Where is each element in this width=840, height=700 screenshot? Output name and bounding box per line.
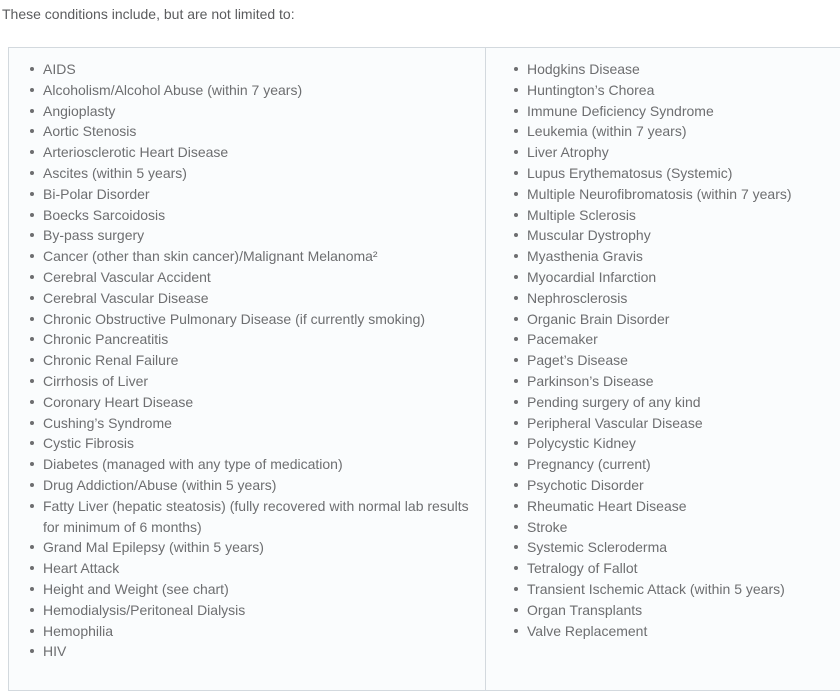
list-item: Leukemia (within 7 years) [527, 121, 831, 142]
list-item: Hodgkins Disease [527, 59, 831, 80]
list-item: Rheumatic Heart Disease [527, 496, 831, 517]
list-item: Coronary Heart Disease [43, 392, 471, 413]
list-item: Parkinson’s Disease [527, 371, 831, 392]
list-item: Huntington’s Chorea [527, 80, 831, 101]
list-item: Paget’s Disease [527, 350, 831, 371]
list-item: Lupus Erythematosus (Systemic) [527, 163, 831, 184]
list-item: Cirrhosis of Liver [43, 371, 471, 392]
list-item: Pending surgery of any kind [527, 392, 831, 413]
list-item: Immune Deficiency Syndrome [527, 101, 831, 122]
list-item: Peripheral Vascular Disease [527, 413, 831, 434]
list-item: AIDS [43, 59, 471, 80]
list-item: Chronic Obstructive Pulmonary Disease (if currently smoking) [43, 309, 471, 330]
list-item: Organ Transplants [527, 600, 831, 621]
list-item: Systemic Scleroderma [527, 537, 831, 558]
list-item: Tetralogy of Fallot [527, 558, 831, 579]
list-item: Boecks Sarcoidosis [43, 205, 471, 226]
list-item: Muscular Dystrophy [527, 225, 831, 246]
list-item: Stroke [527, 517, 831, 538]
conditions-column-right [486, 48, 840, 690]
conditions-list-right [486, 48, 840, 651]
list-item: Angioplasty [43, 101, 471, 122]
list-item: Organic Brain Disorder [527, 309, 831, 330]
list-item: Alcoholism/Alcohol Abuse (within 7 years) [43, 80, 471, 101]
list-item: Valve Replacement [527, 621, 831, 642]
list-item: Myocardial Infarction [527, 267, 831, 288]
list-item: Ascites (within 5 years) [43, 163, 471, 184]
intro-text: These conditions include, but are not limited to: [2, 6, 295, 22]
list-item: Chronic Pancreatitis [43, 329, 471, 350]
list-item: Multiple Neurofibromatosis (within 7 years) [527, 184, 831, 205]
list-item: Heart Attack [43, 558, 471, 579]
list-item: Cushing’s Syndrome [43, 413, 471, 434]
list-item: Pacemaker [527, 329, 831, 350]
list-item: Pregnancy (current) [527, 454, 831, 475]
list-item: Arteriosclerotic Heart Disease [43, 142, 471, 163]
list-item: Myasthenia Gravis [527, 246, 831, 267]
list-item: Cystic Fibrosis [43, 433, 471, 454]
list-item: Drug Addiction/Abuse (within 5 years) [43, 475, 471, 496]
conditions-column-left [9, 48, 486, 690]
list-item: Psychotic Disorder [527, 475, 831, 496]
list-item: Hemophilia [43, 621, 471, 642]
list-item: Multiple Sclerosis [527, 205, 831, 226]
list-item: Transient Ischemic Attack (within 5 years) [527, 579, 831, 600]
list-item: Grand Mal Epilepsy (within 5 years) [43, 537, 471, 558]
list-item: Nephrosclerosis [527, 288, 831, 309]
conditions-box [8, 47, 840, 691]
list-item: Diabetes (managed with any type of medication) [43, 454, 471, 475]
list-item: Hemodialysis/Peritoneal Dialysis [43, 600, 471, 621]
list-item: Chronic Renal Failure [43, 350, 471, 371]
list-item: Bi-Polar Disorder [43, 184, 471, 205]
list-item: Polycystic Kidney [527, 433, 831, 454]
list-item: Cerebral Vascular Disease [43, 288, 471, 309]
list-item: HIV [43, 641, 471, 662]
list-item: Height and Weight (see chart) [43, 579, 471, 600]
list-item: By-pass surgery [43, 225, 471, 246]
list-item: Cerebral Vascular Accident [43, 267, 471, 288]
list-item: Aortic Stenosis [43, 121, 471, 142]
list-item: Liver Atrophy [527, 142, 831, 163]
list-item: Cancer (other than skin cancer)/Malignant Melanoma² [43, 246, 471, 267]
list-item: Fatty Liver (hepatic steatosis) (fully recovered with normal lab results for minimum of 6 months) [43, 496, 471, 538]
conditions-list-left [9, 48, 485, 672]
